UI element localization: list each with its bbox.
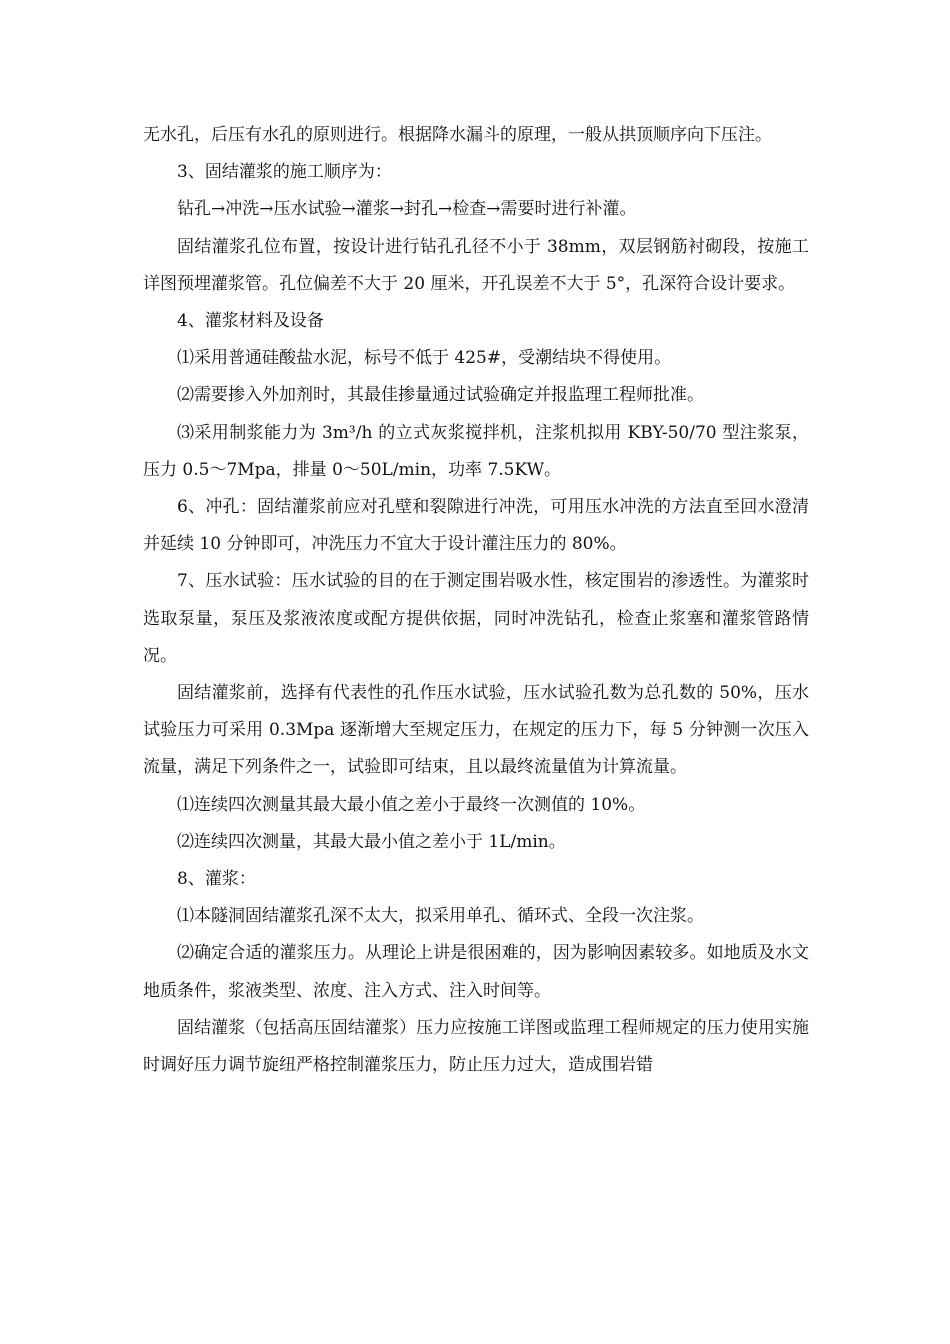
paragraph: 固结灌浆（包括高压固结灌浆）压力应按施工详图或监理工程师规定的压力使用实施时调好压力调节旋纽严格控制灌浆压力，防止压力过大，造成围岩错 xyxy=(143,1017,809,1076)
section-heading: 4、灌浆材料及设备 xyxy=(177,311,324,332)
paragraph: 固结灌浆孔位布置，按设计进行钻孔孔径不小于 38mm，双层钢筋衬砌段，按施工详图预埋灌浆管。孔位偏差不大于 20 厘米，开孔误差不大于 5°，孔深符合设计要求。 xyxy=(143,236,809,294)
section-heading: 3、固结灌浆的施工顺序为： xyxy=(177,162,392,183)
paragraph: 6、冲孔：固结灌浆前应对孔壁和裂隙进行冲洗，可用压水冲洗的方法直至回水澄清并延续 10 分钟即可，冲洗压力不宜大于设计灌注压力的 80%。 xyxy=(143,497,809,555)
paragraph: 钻孔→冲洗→压水试验→灌浆→封孔→检查→需要时进行补灌。 xyxy=(177,199,637,220)
section-heading: 8、灌浆： xyxy=(177,869,256,890)
list-item: ⑴本隧洞固结灌浆孔深不太大，拟采用单孔、循环式、全段一次注浆。 xyxy=(177,906,704,927)
list-item: ⑵确定合适的灌浆压力。从理论上讲是很困难的，因为影响因素较多。如地质及水文地质条件，浆液类型、浓度、注入方式、注入时间等。 xyxy=(143,943,809,1001)
list-item: ⑶采用制浆能力为 3m³/h 的立式灰浆搅拌机，注浆机拟用 KBY-50/70 型注浆泵，压力 0.5～7Mpa，排量 0～50L/min，功率 7.5KW。 xyxy=(143,422,809,480)
paragraph: 7、压水试验：压水试验的目的在于测定围岩吸水性，核定围岩的渗透性。为灌浆时选取泵量，泵压及浆液浓度或配方提供依据，同时冲洗钻孔，检查止浆塞和灌浆管路情况。 xyxy=(143,571,809,666)
paragraph: 固结灌浆前，选择有代表性的孔作压水试验，压水试验孔数为总孔数的 50%，压水试验压力可采用 0.3Mpa 逐渐增大至规定压力，在规定的压力下，每 5 分钟测一次压入流量，满足下列条件之一，试验即可结束，且以最终流量值为计算流量。 xyxy=(143,683,809,778)
list-item: ⑴采用普通硅酸盐水泥，标号不低于 425#，受潮结块不得使用。 xyxy=(177,348,672,369)
list-item: ⑵需要掺入外加剂时，其最佳掺量通过试验确定并报监理工程师批准。 xyxy=(177,385,704,406)
document-body xyxy=(143,117,809,1084)
paragraph: 无水孔，后压有水孔的原则进行。根据降水漏斗的原理，一般从拱顶顺序向下压注。 xyxy=(143,125,772,145)
list-item: ⑵连续四次测量，其最大最小值之差小于 1L/min。 xyxy=(177,831,566,852)
list-item: ⑴连续四次测量其最大最小值之差小于最终一次测值的 10%。 xyxy=(177,794,646,815)
